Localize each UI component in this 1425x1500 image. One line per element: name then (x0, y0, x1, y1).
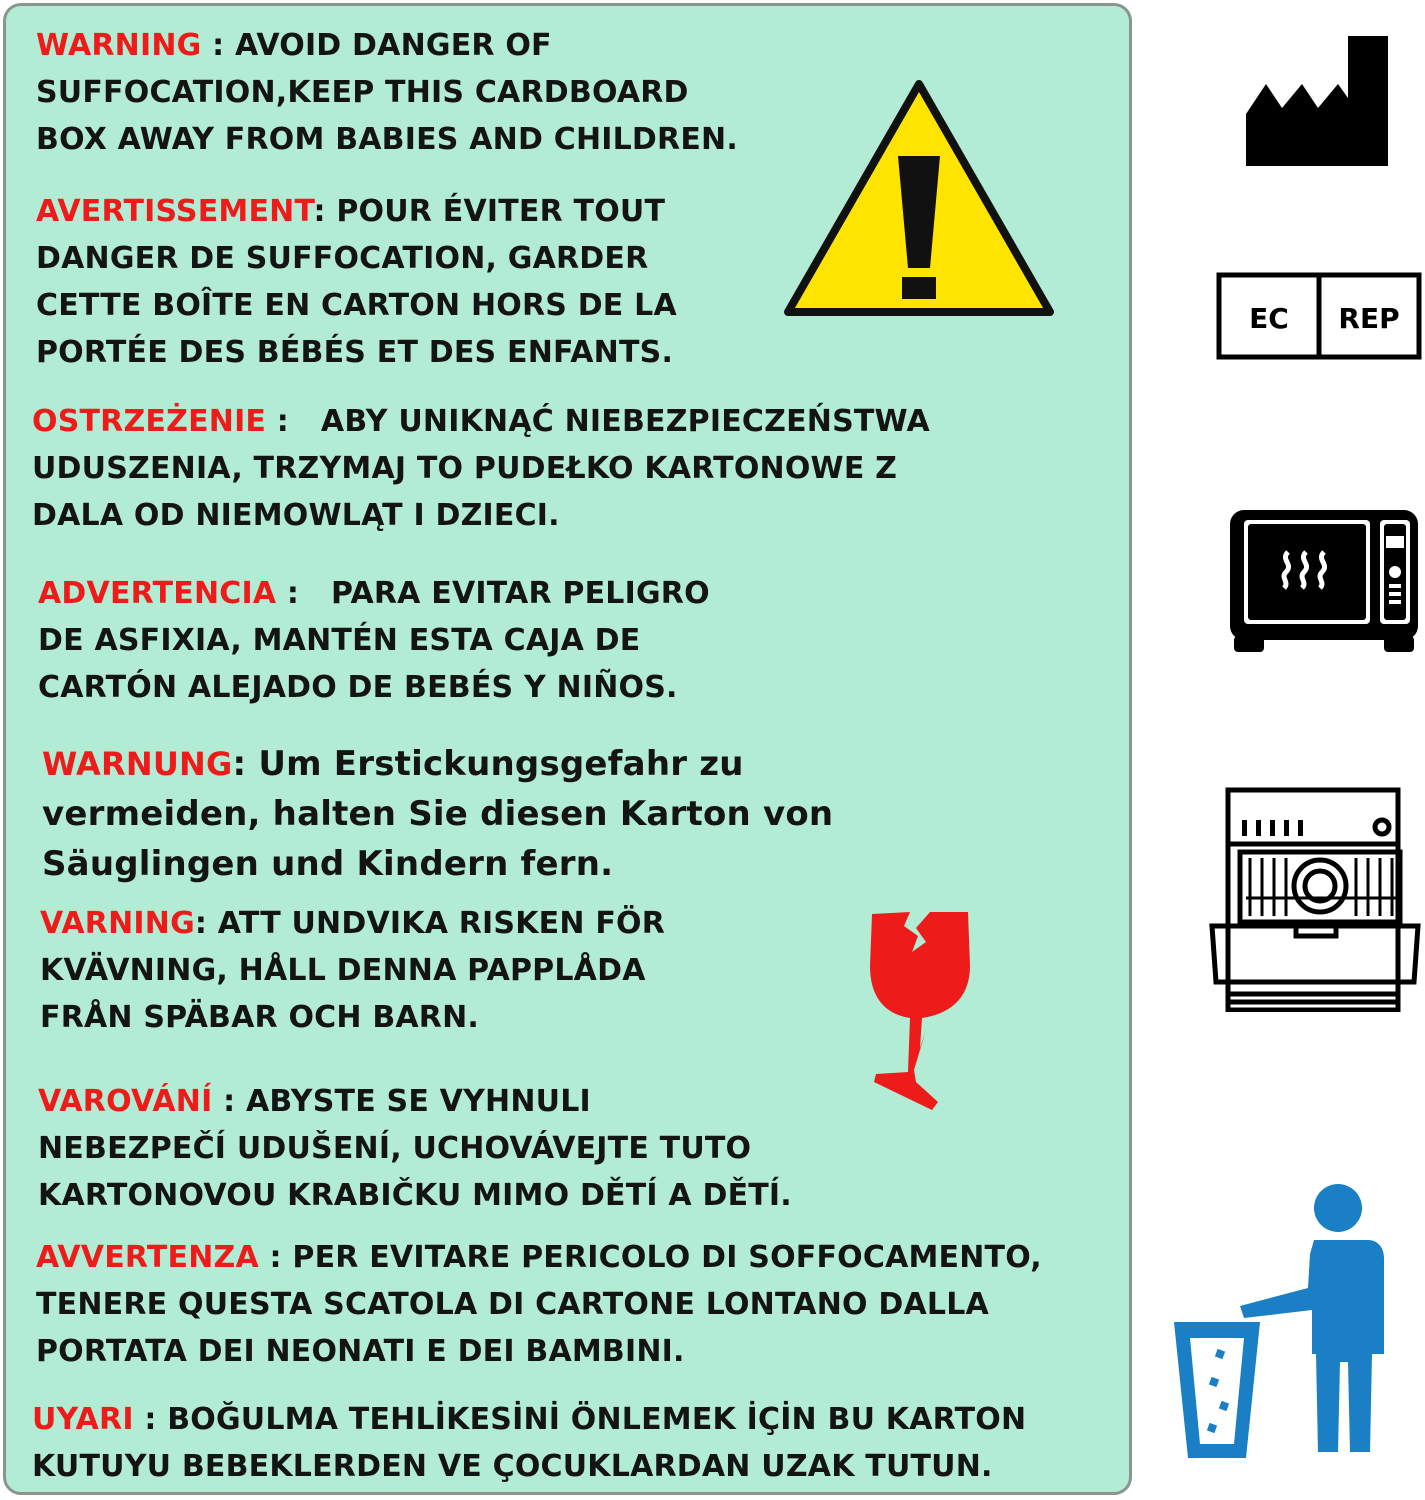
warning-text-line: PORTÉE DES BÉBÉS ET DES ENFANTS. (36, 335, 674, 370)
warning-block-de (42, 740, 833, 890)
warning-text-line: ABYSTE SE VYHNULI (245, 1084, 591, 1119)
warning-text-line: SUFFOCATION,KEEP THIS CARDBOARD (36, 75, 689, 110)
warning-block-sv (40, 900, 665, 1041)
microwave-icon (1226, 506, 1422, 654)
rep-text: REP (1338, 302, 1400, 335)
warning-text-line: BOX AWAY FROM BABIES AND CHILDREN. (36, 122, 738, 157)
fragile-glass-icon (866, 906, 974, 1112)
separator: : (212, 1084, 246, 1119)
warning-label-cs: VAROVÁNÍ (38, 1084, 213, 1119)
warning-text-line: PER EVITARE PERICOLO DI SOFFOCAMENTO, (292, 1240, 1042, 1275)
separator: : (201, 28, 235, 63)
warning-block-fr (36, 188, 677, 376)
warning-text-line: BOĞULMA TEHLİKESİNİ ÖNLEMEK İÇİN BU KARTON (167, 1402, 1027, 1437)
warning-text-line: ABY UNIKNĄĆ NIEBEZPIECZEŃSTWA (320, 404, 930, 439)
separator: : (232, 744, 259, 784)
warning-block-en (36, 22, 738, 163)
warning-triangle-icon (782, 78, 1056, 320)
warning-label-pl: OSTRZEŻENIE (32, 404, 267, 439)
warning-text-line: DE ASFIXIA, MANTÉN ESTA CAJA DE (38, 623, 641, 658)
manufacturer-factory-icon (1244, 34, 1390, 168)
warning-text-line: Um Erstickungsgefahr zu (258, 744, 744, 784)
warning-text-line: TENERE QUESTA SCATOLA DI CARTONE LONTANO DALLA (36, 1287, 989, 1322)
separator: : (266, 404, 321, 439)
warning-label-panel (3, 3, 1132, 1495)
warning-label-de: WARNUNG (42, 745, 233, 783)
warning-text-line: KARTONOVOU KRABIČKU MIMO DĚTÍ A DĚTÍ. (38, 1178, 792, 1213)
warning-text-line: Säuglingen und Kindern fern. (42, 844, 614, 884)
warning-text-line: UDUSZENIA, TRZYMAJ TO PUDEŁKO KARTONOWE Z (32, 451, 898, 486)
warning-block-es (38, 570, 710, 711)
dispose-in-bin-icon (1172, 1182, 1392, 1460)
separator: : (258, 1240, 293, 1275)
warning-label-it: AVVERTENZA (36, 1240, 259, 1275)
warning-text-line: POUR ÉVITER TOUT (336, 194, 666, 229)
warning-label-sv: VARNING (40, 906, 195, 941)
dishwasher-icon (1206, 786, 1424, 1012)
ec-text: EC (1249, 302, 1289, 335)
warning-text-line: CETTE BOÎTE EN CARTON HORS DE LA (36, 288, 677, 323)
warning-text-line: DANGER DE SUFFOCATION, GARDER (36, 241, 649, 276)
separator: : (276, 576, 332, 611)
warning-text-line: DALA OD NIEMOWLĄT I DZIECI. (32, 498, 560, 533)
warning-text-line: PORTATA DEI NEONATI E DEI BAMBINI. (36, 1334, 685, 1369)
warning-text-line: PARA EVITAR PELIGRO (331, 576, 710, 611)
warning-text-line: FRÅN SPÄBAR OCH BARN. (40, 1000, 480, 1035)
warning-text-line: vermeiden, halten Sie diesen Karton von (42, 794, 834, 834)
warning-text-line: NEBEZPEČÍ UDUŠENÍ, UCHOVÁVEJTE TUTO (38, 1131, 752, 1166)
warning-text-line: KVÄVNING, HÅLL DENNA PAPPLÅDA (40, 953, 646, 988)
separator: : (133, 1402, 168, 1437)
warning-text-line: KUTUYU BEBEKLERDEN VE ÇOCUKLARDAN UZAK TUTUN. (32, 1449, 993, 1484)
warning-text-line: AVOID DANGER OF (234, 28, 552, 63)
warning-block-cs (38, 1078, 792, 1219)
warning-label-en: WARNING (36, 28, 202, 63)
separator: : (313, 194, 337, 229)
warning-block-pl (32, 398, 930, 539)
ec-rep-icon (1216, 272, 1422, 360)
separator: : (194, 906, 218, 941)
warning-text-line: ATT UNDVIKA RISKEN FÖR (217, 906, 666, 941)
warning-label-tr: UYARI (32, 1402, 134, 1437)
warning-label-fr: AVERTISSEMENT (36, 194, 314, 229)
warning-block-tr (32, 1396, 1026, 1490)
warning-label-es: ADVERTENCIA (38, 576, 277, 611)
warning-text-line: CARTÓN ALEJADO DE BEBÉS Y NIÑOS. (38, 670, 678, 705)
warning-block-it (36, 1234, 1042, 1375)
